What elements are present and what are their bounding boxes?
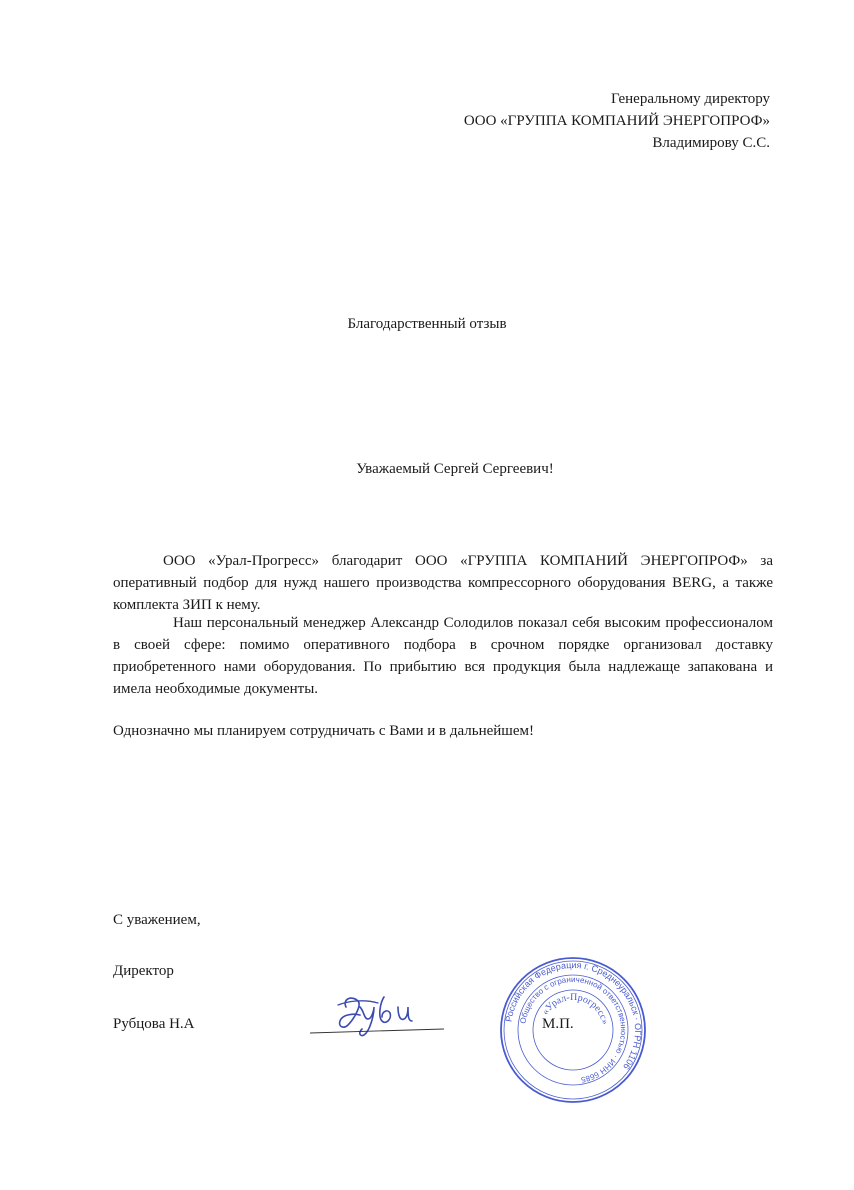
greeting: Уважаемый Сергей Сергеевич! xyxy=(356,461,554,477)
seal-outer-text: Российская Федерация г. Среднеуральск · ОГРН 1106 xyxy=(503,959,644,1072)
document-title: Благодарственный отзыв xyxy=(347,316,507,332)
svg-text:Общество с ограниченной ответс xyxy=(518,975,628,1084)
addressee-company: ООО «ГРУППА КОМПАНИЙ ЭНЕРГОПРОФ» xyxy=(463,113,770,129)
signer-name: Рубцова Н.А xyxy=(113,1016,195,1032)
closing-sentence: Однозначно мы планируем сотрудничать с Вами и в дальнейшем! xyxy=(113,723,534,739)
signer-position: Директор xyxy=(113,963,174,979)
addressee-name: Владимирову С.С. xyxy=(652,135,770,151)
seal-middle-text: Общество с ограниченной ответственностью · ИНН 6685 xyxy=(518,974,629,1085)
paragraph-thanks: ООО «Урал-Прогресс» благодарит ООО «ГРУППА КОМПАНИЙ ЭНЕРГОПРОФ» за оперативный подбор для нужд нашего производства компрессорного оборудования BERG, а также комплекта ЗИП к нему. xyxy=(113,553,773,613)
seal-center-text: «Урал-Прогресс» xyxy=(539,991,611,1026)
addressee-block xyxy=(464,88,770,154)
regards: С уважением, xyxy=(113,912,201,928)
handwritten-signature xyxy=(308,985,448,1045)
seal-place-label: М.П. xyxy=(542,1016,574,1032)
paragraph-manager: Наш персональный менеджер Александр Солодилов показал себя высоким профессионалом в своей сфере: помимо оперативного подбора в срочном порядке организовал доставку приобретенного нами оборудования. По прибытию вся продукция была надлежаще запакована и имела необходимые документы. xyxy=(113,615,773,697)
company-seal xyxy=(498,955,648,1105)
addressee-position: Генеральному директору xyxy=(610,91,770,107)
